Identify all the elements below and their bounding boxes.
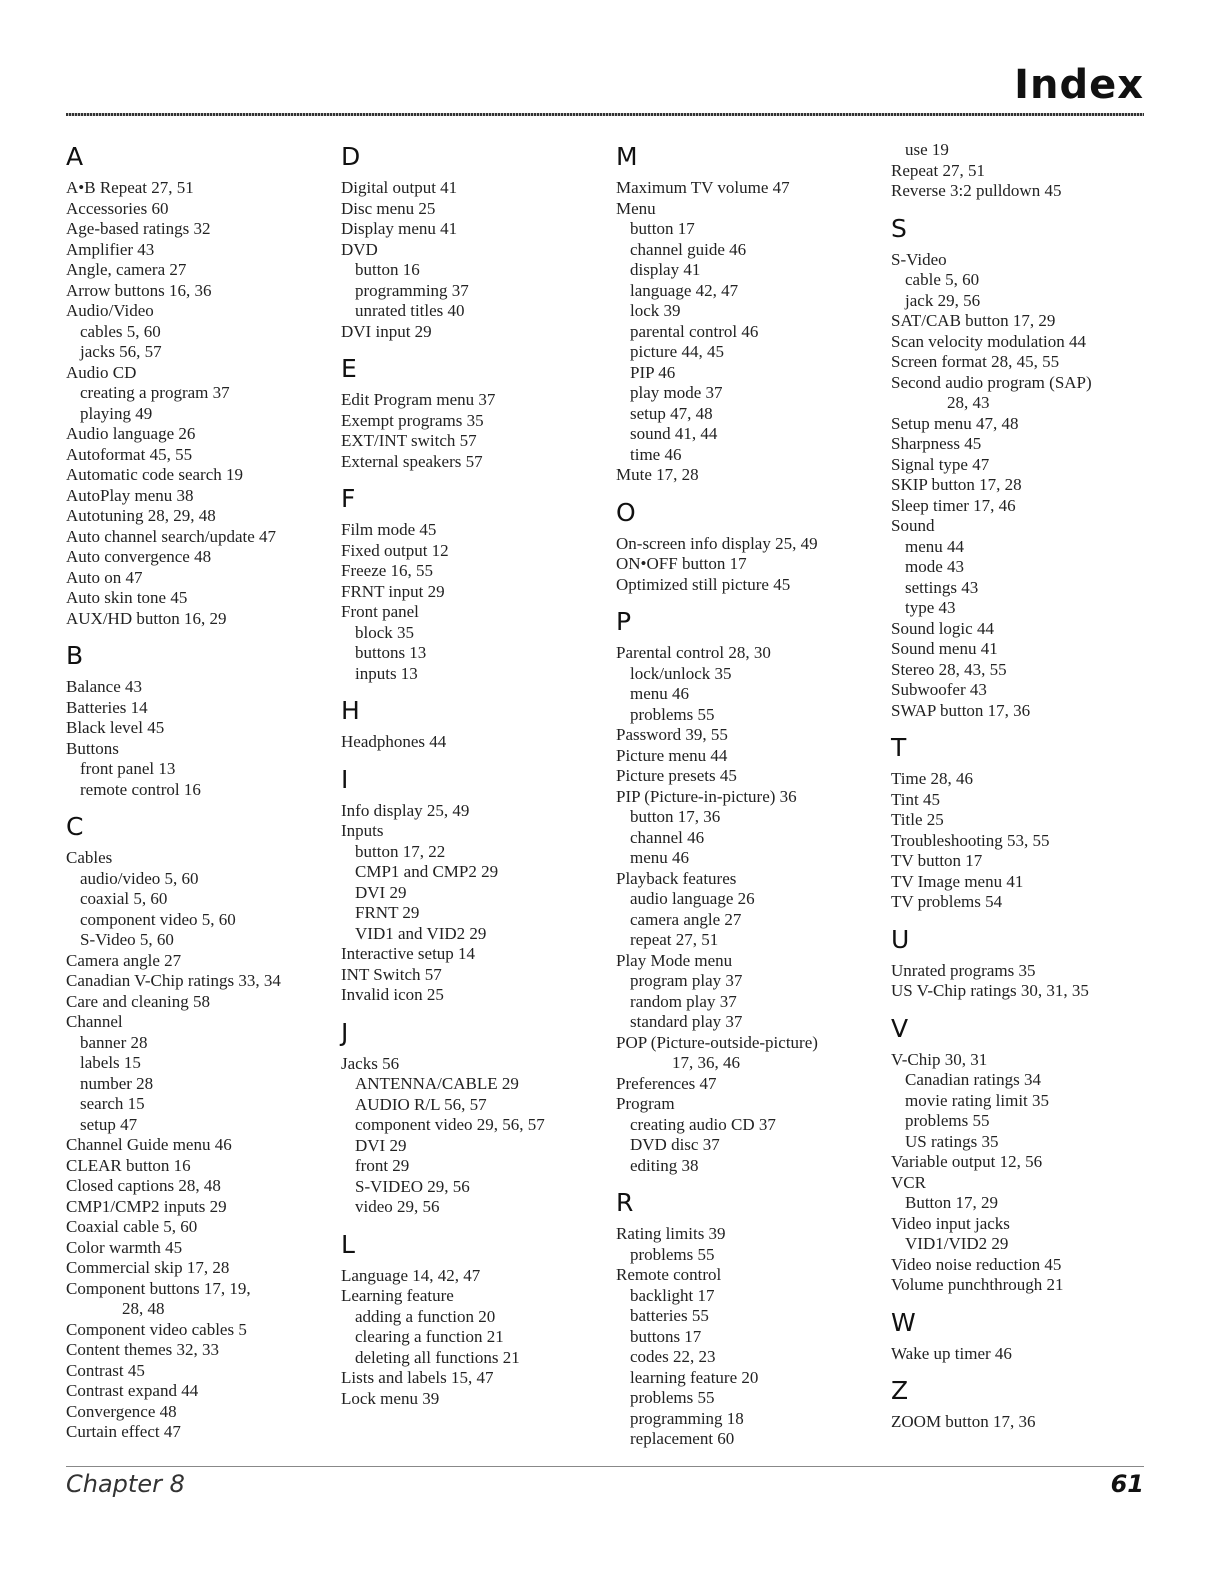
- index-subentry: lock/unlock 35: [630, 663, 732, 683]
- index-entry: EXT/INT switch 57: [341, 431, 477, 450]
- index-entry: On-screen info display 25, 49: [616, 533, 818, 553]
- index-entry: Black level 45: [66, 718, 165, 737]
- index-entry: Sleep timer 17, 46: [891, 495, 1016, 515]
- index-subentry: Button 17, 29: [905, 1193, 999, 1212]
- index-subentry: unrated titles 40: [355, 301, 465, 320]
- section-letter: S: [891, 213, 907, 243]
- index-entry: Balance 43: [66, 677, 142, 696]
- index-entry: Volume punchthrough 21: [891, 1275, 1064, 1294]
- index-entry: PIP (Picture-in-picture) 36: [616, 786, 797, 806]
- index-entry: POP (Picture-outside-picture): [616, 1032, 818, 1052]
- index-subentry: sound 41, 44: [630, 424, 718, 443]
- index-entry: INT Switch 57: [341, 964, 442, 984]
- index-section: [891, 1306, 1153, 1365]
- index-entry: Title 25: [891, 810, 944, 829]
- index-subentry: coaxial 5, 60: [80, 889, 168, 908]
- index-section: [341, 1228, 603, 1410]
- index-subentry: VID1 and VID2 29: [355, 923, 487, 943]
- index-entry: Auto channel search/update 47: [66, 526, 277, 546]
- index-entry: Component video cables 5: [66, 1319, 247, 1339]
- section-letter: D: [341, 142, 361, 171]
- index-subentry: front panel 13: [80, 759, 176, 778]
- index-entry: Channel: [66, 1012, 123, 1031]
- index-entry: Digital output 41: [341, 178, 458, 197]
- index-section: [616, 140, 878, 486]
- index-section: [66, 639, 328, 800]
- section-letter: C: [66, 812, 84, 841]
- index-entry: Color warmth 45: [66, 1237, 183, 1257]
- index-entry: Variable output 12, 56: [891, 1152, 1043, 1171]
- index-entry: S-Video: [891, 249, 947, 269]
- index-entry: Film mode 45: [341, 520, 437, 539]
- index-subentry: play mode 37: [630, 383, 723, 402]
- index-subentry: menu 46: [630, 684, 690, 703]
- header-rule: [66, 113, 1144, 116]
- index-entry: Accessories 60: [66, 198, 169, 218]
- index-entry: SWAP button 17, 36: [891, 700, 1031, 720]
- index-entry: Troubleshooting 53, 55: [891, 830, 1050, 850]
- index-entry: Freeze 16, 55: [341, 561, 434, 580]
- index-subentry: Canadian ratings 34: [905, 1070, 1041, 1089]
- index-subentry: repeat 27, 51: [630, 930, 719, 949]
- section-letter: F: [341, 484, 356, 513]
- index-entry: Second audio program (SAP): [891, 372, 1092, 392]
- index-entry: FRNT input 29: [341, 581, 445, 601]
- index-entry: Play Mode menu: [616, 950, 733, 970]
- index-entry: Wake up timer 46: [891, 1343, 1012, 1363]
- index-entry: Sound logic 44: [891, 618, 994, 638]
- index-subentry: component video 29, 56, 57: [355, 1115, 545, 1134]
- index-entry: Cables: [66, 848, 113, 867]
- index-subentry: channel guide 46: [630, 239, 747, 259]
- index-subentry: channel 46: [630, 827, 705, 847]
- index-entry: Exempt programs 35: [341, 410, 484, 430]
- section-letter: J: [341, 1017, 349, 1047]
- index-subentry: audio/video 5, 60: [80, 868, 199, 888]
- index-subentry: CMP1 and CMP2 29: [355, 862, 499, 881]
- index-entry: Autoformat 45, 55: [66, 444, 193, 464]
- section-letter: A: [66, 142, 84, 171]
- index-subentry: VID1/VID2 29: [905, 1234, 1009, 1253]
- index-subentry: editing 38: [630, 1155, 699, 1175]
- index-subentry: button 16: [355, 260, 420, 279]
- index-entry: Info display 25, 49: [341, 800, 470, 820]
- index-section: [341, 352, 603, 472]
- index-subentry: S-VIDEO 29, 56: [355, 1176, 470, 1196]
- index-entry: CMP1/CMP2 inputs 29: [66, 1196, 227, 1216]
- index-subentry: buttons 13: [355, 643, 427, 662]
- index-subentry: search 15: [80, 1094, 145, 1113]
- index-section: [341, 694, 603, 753]
- index-subentry: problems 55: [905, 1111, 990, 1130]
- index-subentry: parental control 46: [630, 321, 759, 341]
- index-entry: AUX/HD button 16, 29: [66, 608, 227, 628]
- index-subentry: problems 55: [630, 704, 715, 724]
- index-entry: ON•OFF button 17: [616, 554, 747, 573]
- index-section: [341, 482, 603, 684]
- index-entry: Fixed output 12: [341, 540, 449, 560]
- index-subentry: camera angle 27: [630, 909, 742, 929]
- index-entry: Language 14, 42, 47: [341, 1265, 481, 1285]
- index-subentry: display 41: [630, 260, 701, 279]
- index-entry: Preferences 47: [616, 1073, 717, 1093]
- index-entry: Menu: [616, 198, 656, 218]
- index-entry: Age-based ratings 32: [66, 219, 211, 238]
- index-subentry: button 17: [630, 219, 695, 238]
- index-entry: Display menu 41: [341, 219, 458, 238]
- index-subentry: program play 37: [630, 971, 743, 990]
- index-subentry: component video 5, 60: [80, 909, 236, 929]
- index-entry: Amplifier 43: [66, 239, 155, 259]
- index-entry: DVD: [341, 239, 378, 259]
- index-subentry: clearing a function 21: [355, 1327, 504, 1346]
- index-entry: Content themes 32, 33: [66, 1340, 219, 1359]
- index-section: [66, 810, 328, 1443]
- index-subentry: problems 55: [630, 1244, 715, 1264]
- section-letter: T: [891, 733, 907, 762]
- index-subentry: type 43: [905, 598, 956, 617]
- index-subentry: creating a program 37: [80, 383, 230, 402]
- index-entry: Component buttons 17, 19,: [66, 1278, 251, 1298]
- index-subentry: adding a function 20: [355, 1306, 496, 1326]
- index-section: [616, 605, 878, 1176]
- index-column-3: [616, 140, 878, 1460]
- index-subentry: batteries 55: [630, 1306, 709, 1325]
- index-entry: SAT/CAB button 17, 29: [891, 311, 1056, 330]
- index-entry: Sound menu 41: [891, 639, 998, 658]
- index-entry: Headphones 44: [341, 732, 447, 751]
- index-subentry: DVD disc 37: [630, 1135, 720, 1154]
- index-entry: Channel Guide menu 46: [66, 1135, 232, 1154]
- index-subentry: labels 15: [80, 1053, 141, 1072]
- index-subentry: backlight 17: [630, 1285, 715, 1305]
- index-entry: TV Image menu 41: [891, 871, 1024, 891]
- index-subentry: inputs 13: [355, 663, 418, 683]
- index-subentry: PIP 46: [630, 362, 676, 382]
- section-letter: I: [341, 764, 349, 794]
- index-entry: Audio language 26: [66, 424, 196, 443]
- index-entry: Video noise reduction 45: [891, 1254, 1062, 1274]
- index-entry: Disc menu 25: [341, 198, 436, 218]
- index-entry: Autotuning 28, 29, 48: [66, 506, 216, 525]
- index-entry: Optimized still picture 45: [616, 574, 791, 594]
- index-subentry: lock 39: [630, 301, 681, 320]
- index-section: [66, 140, 328, 629]
- index-entry: Tint 45: [891, 789, 940, 809]
- index-entry: Auto skin tone 45: [66, 588, 188, 607]
- section-letter: H: [341, 696, 360, 725]
- index-subentry: language 42, 47: [630, 280, 739, 300]
- index-entry: Front panel: [341, 602, 419, 621]
- index-column-4: [891, 140, 1153, 1443]
- index-entry: 28, 43: [947, 393, 990, 412]
- index-section: [341, 763, 603, 1006]
- index-section: [891, 1374, 1153, 1433]
- index-column-1: [66, 140, 328, 1453]
- section-letter: P: [616, 607, 632, 636]
- index-entry: Arrow buttons 16, 36: [66, 280, 212, 300]
- section-letter: B: [66, 641, 84, 670]
- index-subentry: standard play 37: [630, 1012, 743, 1031]
- index-entry: A•B Repeat 27, 51: [66, 178, 194, 197]
- index-subentry: buttons 17: [630, 1326, 702, 1346]
- index-subentry: use 19: [905, 140, 949, 159]
- page-number: 61: [1110, 1470, 1144, 1498]
- index-entry: Rating limits 39: [616, 1224, 726, 1243]
- index-subentry: banner 28: [80, 1032, 148, 1052]
- index-subentry: cable 5, 60: [905, 270, 980, 289]
- index-subentry: programming 37: [355, 280, 469, 300]
- index-entry: Program: [616, 1094, 675, 1113]
- index-entry: Signal type 47: [891, 454, 990, 474]
- index-entry: Unrated programs 35: [891, 960, 1036, 980]
- index-entry: Curtain effect 47: [66, 1422, 181, 1441]
- index-subentry: jack 29, 56: [905, 290, 981, 310]
- index-entry: Screen format 28, 45, 55: [891, 352, 1060, 371]
- index-subentry: mode 43: [905, 557, 965, 576]
- index-subentry: DVI 29: [355, 882, 407, 902]
- index-subentry: deleting all functions 21: [355, 1347, 520, 1367]
- index-subentry: audio language 26: [630, 889, 755, 908]
- index-entry: TV problems 54: [891, 892, 1003, 911]
- section-letter: R: [616, 1188, 634, 1217]
- index-entry: 28, 48: [122, 1299, 165, 1318]
- index-section: [341, 1016, 603, 1218]
- index-entry: Closed captions 28, 48: [66, 1176, 221, 1195]
- section-letter: E: [341, 354, 357, 383]
- index-entry: Parental control 28, 30: [616, 643, 771, 662]
- section-letter: Z: [891, 1376, 909, 1405]
- index-entry: Contrast expand 44: [66, 1381, 199, 1400]
- index-entry: Video input jacks: [891, 1213, 1010, 1233]
- index-entry: VCR: [891, 1172, 926, 1192]
- index-entry: Sound: [891, 516, 935, 535]
- index-entry: Commercial skip 17, 28: [66, 1258, 230, 1277]
- index-subentry: jacks 56, 57: [80, 342, 162, 361]
- section-letter: V: [891, 1013, 909, 1043]
- index-section: [891, 923, 1153, 1002]
- index-subentry: number 28: [80, 1073, 154, 1093]
- index-subentry: FRNT 29: [355, 903, 420, 922]
- index-subentry: button 17, 22: [355, 841, 446, 861]
- section-letter: L: [341, 1229, 355, 1259]
- index-entry: Coaxial cable 5, 60: [66, 1217, 198, 1236]
- index-subentry: menu 44: [905, 536, 965, 556]
- index-entry: Password 39, 55: [616, 725, 728, 744]
- index-subentry: video 29, 56: [355, 1197, 440, 1216]
- index-subentry: cables 5, 60: [80, 321, 161, 341]
- index-entry: External speakers 57: [341, 451, 483, 471]
- index-entry: TV button 17: [891, 851, 983, 870]
- index-section: [616, 1186, 878, 1450]
- index-subentry: S-Video 5, 60: [80, 930, 174, 949]
- index-entry: Maximum TV volume 47: [616, 178, 790, 197]
- index-entry: Canadian V-Chip ratings 33, 34: [66, 971, 281, 990]
- index-entry: Picture presets 45: [616, 766, 737, 785]
- index-entry: ZOOM button 17, 36: [891, 1412, 1036, 1431]
- index-entry: Auto convergence 48: [66, 547, 212, 566]
- index-section: [341, 140, 603, 342]
- index-subentry: replacement 60: [630, 1429, 735, 1448]
- index-section: [891, 731, 1153, 913]
- index-entry: Convergence 48: [66, 1401, 177, 1421]
- index-subentry: codes 22, 23: [630, 1347, 716, 1366]
- index-subentry: remote control 16: [80, 779, 201, 799]
- index-entry: Lock menu 39: [341, 1388, 440, 1408]
- index-entry: Learning feature: [341, 1286, 454, 1305]
- index-subentry: settings 43: [905, 577, 979, 597]
- index-entry: Care and cleaning 58: [66, 991, 210, 1011]
- index-section: [616, 496, 878, 596]
- index-section: [891, 1012, 1153, 1296]
- index-entry: Contrast 45: [66, 1360, 145, 1380]
- index-subentry: block 35: [355, 622, 415, 642]
- index-entry: 17, 36, 46: [672, 1053, 740, 1072]
- index-entry: Invalid icon 25: [341, 985, 444, 1004]
- section-letter: M: [616, 142, 638, 171]
- index-subentry: picture 44, 45: [630, 342, 724, 361]
- index-subentry: learning feature 20: [630, 1367, 759, 1387]
- index-entry: Camera angle 27: [66, 950, 182, 970]
- index-subentry: setup 47: [80, 1114, 138, 1134]
- page-title: Index: [1014, 62, 1144, 108]
- index-subentry: problems 55: [630, 1388, 715, 1407]
- index-entry: CLEAR button 16: [66, 1155, 191, 1175]
- index-subentry: playing 49: [80, 403, 153, 423]
- index-subentry: ANTENNA/CABLE 29: [355, 1074, 519, 1093]
- index-entry: Playback features: [616, 868, 737, 888]
- index-entry: Inputs: [341, 821, 384, 840]
- index-entry: Audio/Video: [66, 301, 154, 320]
- index-subentry: creating audio CD 37: [630, 1114, 776, 1134]
- index-entry: AutoPlay menu 38: [66, 485, 194, 505]
- index-subentry: button 17, 36: [630, 807, 721, 826]
- index-subentry: programming 18: [630, 1408, 744, 1428]
- index-entry: Auto on 47: [66, 567, 143, 587]
- index-entry: Mute 17, 28: [616, 465, 699, 484]
- index-entry: Audio CD: [66, 362, 137, 382]
- index-subentry: AUDIO R/L 56, 57: [355, 1094, 487, 1114]
- index-entry: Repeat 27, 51: [891, 160, 985, 180]
- index-entry: Setup menu 47, 48: [891, 413, 1019, 433]
- index-entry: Lists and labels 15, 47: [341, 1368, 494, 1387]
- index-entry: Reverse 3:2 pulldown 45: [891, 181, 1062, 200]
- index-subentry: US ratings 35: [905, 1131, 999, 1151]
- index-subentry: movie rating limit 35: [905, 1090, 1050, 1110]
- index-entry: Batteries 14: [66, 697, 148, 717]
- index-entry: Sharpness 45: [891, 434, 982, 453]
- index-entry: Angle, camera 27: [66, 260, 187, 279]
- index-entry: Picture menu 44: [616, 745, 728, 765]
- index-column-2: [341, 140, 603, 1419]
- index-entry: Buttons: [66, 738, 119, 758]
- index-subentry: random play 37: [630, 991, 737, 1011]
- index-entry: Automatic code search 19: [66, 465, 244, 484]
- footer-rule: [66, 1466, 1144, 1467]
- index-subentry: front 29: [355, 1156, 410, 1175]
- index-entry: Remote control: [616, 1265, 722, 1284]
- index-entry: Stereo 28, 43, 55: [891, 659, 1007, 679]
- footer-chapter: Chapter 8: [66, 1470, 185, 1498]
- index-subentry: setup 47, 48: [630, 403, 713, 423]
- index-entry: Interactive setup 14: [341, 944, 476, 963]
- index-section: [891, 212, 1153, 722]
- index-entry: Subwoofer 43: [891, 680, 987, 699]
- index-entry: DVI input 29: [341, 321, 432, 341]
- section-letter: W: [891, 1307, 916, 1337]
- index-subentry: menu 46: [630, 848, 690, 867]
- index-entry: Edit Program menu 37: [341, 390, 496, 409]
- index-subentry: time 46: [630, 444, 682, 464]
- index-entry: Jacks 56: [341, 1053, 400, 1073]
- index-entry: V-Chip 30, 31: [891, 1049, 988, 1069]
- index-subentry: DVI 29: [355, 1135, 407, 1155]
- index-entry: SKIP button 17, 28: [891, 475, 1022, 494]
- index-entry: Time 28, 46: [891, 769, 974, 788]
- section-letter: U: [891, 924, 910, 954]
- section-letter: O: [616, 497, 636, 527]
- index-entry: US V-Chip ratings 30, 31, 35: [891, 981, 1089, 1000]
- index-entry: Scan velocity modulation 44: [891, 331, 1086, 351]
- index-section: [891, 140, 1153, 202]
